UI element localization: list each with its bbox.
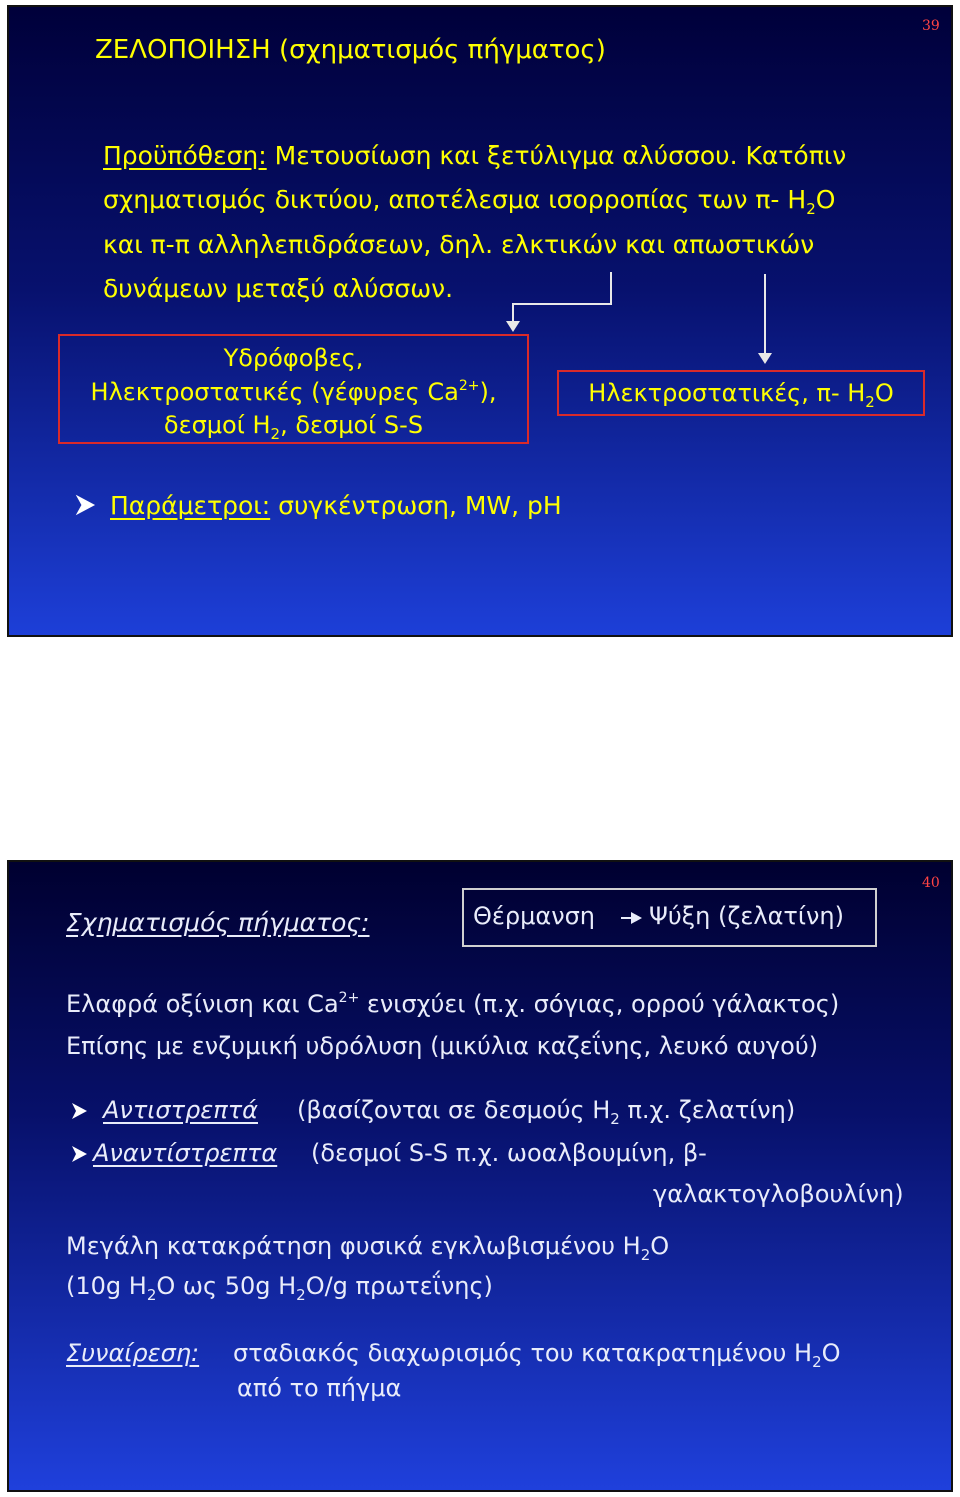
syneresis-label: Συναίρεση: bbox=[66, 1339, 200, 1367]
paragraph-line-3: και π-π αλληλεπιδράσεων, δηλ. ελκτικών και απωστικών bbox=[103, 230, 815, 259]
condition-label: Προϋπόθεση: bbox=[103, 141, 267, 170]
paragraph-line-1: Προϋπόθεση: Μετουσίωση και ξετύλιγμα αλύσσου. Κατόπιν bbox=[103, 141, 847, 170]
formation-label: Σχηματισμός πήγματος: bbox=[66, 908, 370, 937]
connector-line bbox=[610, 272, 612, 305]
slide-39 bbox=[7, 5, 953, 637]
arrowhead-bullet-icon bbox=[70, 1145, 88, 1163]
repulsive-text: Ηλεκτροστατικές, π- $H_2O$ bbox=[588, 379, 894, 411]
water-amount-line: (10g $H_2O$ ως 50g $H_2O/g$ πρωτεΐνης) bbox=[66, 1272, 493, 1304]
connector-line bbox=[764, 274, 766, 354]
enzyme-line: Επίσης με ενζυμική υδρόλυση (μικύλια καζεΐνης, λευκό αυγού) bbox=[66, 1032, 819, 1060]
heating-text: Θέρμανση bbox=[473, 902, 596, 930]
connector-line bbox=[512, 303, 514, 323]
acidification-line: Ελαφρά οξίνιση και $Ca^{2+}$ ενισχύει (π.χ. σόγιας, ορρού γάλακτος) bbox=[66, 990, 840, 1018]
arrow-down-icon bbox=[758, 353, 772, 365]
arrow-right-icon bbox=[621, 911, 643, 925]
slide-40 bbox=[7, 860, 953, 1492]
paragraph-line-2: σχηματισμός δικτύου, αποτέλεσμα ισορροπίας των π- $H_2O$ bbox=[103, 185, 836, 218]
slide-title: ΖΕΛΟΠΟΙΗΣΗ (σχηματισμός πήγματος) bbox=[95, 35, 606, 65]
page-number: 39 bbox=[922, 18, 940, 34]
arrow-down-icon bbox=[506, 321, 520, 333]
attractive-line-1: Υδρόφοβες, bbox=[223, 344, 364, 372]
reversible-text: (βασίζονται σε δεσμούς $H_2$ π.χ. ζελατίνη) bbox=[297, 1096, 796, 1128]
retention-line: Μεγάλη κατακράτηση φυσικά εγκλωβισμένου $H_2O$ bbox=[66, 1232, 670, 1264]
connector-line bbox=[512, 303, 611, 305]
parameters-label: Παράμετροι: bbox=[110, 491, 271, 520]
page-number: 40 bbox=[922, 875, 940, 891]
paragraph-line-4: δυνάμεων μεταξύ αλύσσων. bbox=[103, 274, 454, 303]
irreversible-label: Αναντίστρεπτα bbox=[93, 1139, 278, 1167]
irreversible-text: (δεσμοί S-S π.χ. ωοαλβουμίνη, β- bbox=[311, 1139, 707, 1167]
arrowhead-bullet-icon bbox=[70, 1102, 88, 1120]
cooling-text: Ψύξη (ζελατίνη) bbox=[649, 902, 844, 930]
syneresis-text-cont: από το πήγμα bbox=[237, 1374, 402, 1402]
parameters-line: Παράμετροι: συγκέντρωση, MW, pH bbox=[110, 491, 562, 520]
attractive-line-2: Ηλεκτροστατικές (γέφυρες $Ca^{2+}$), bbox=[90, 378, 497, 406]
irreversible-text-cont: γαλακτογλοβουλίνη) bbox=[653, 1180, 904, 1208]
reversible-label: Αντιστρεπτά bbox=[103, 1096, 258, 1124]
attractive-line-3: δεσμοί $H_2$, δεσμοί S-S bbox=[163, 411, 424, 443]
arrowhead-bullet-icon bbox=[75, 495, 95, 515]
syneresis-text: σταδιακός διαχωρισμός του κατακρατημένου $H_2O$ bbox=[233, 1339, 841, 1371]
